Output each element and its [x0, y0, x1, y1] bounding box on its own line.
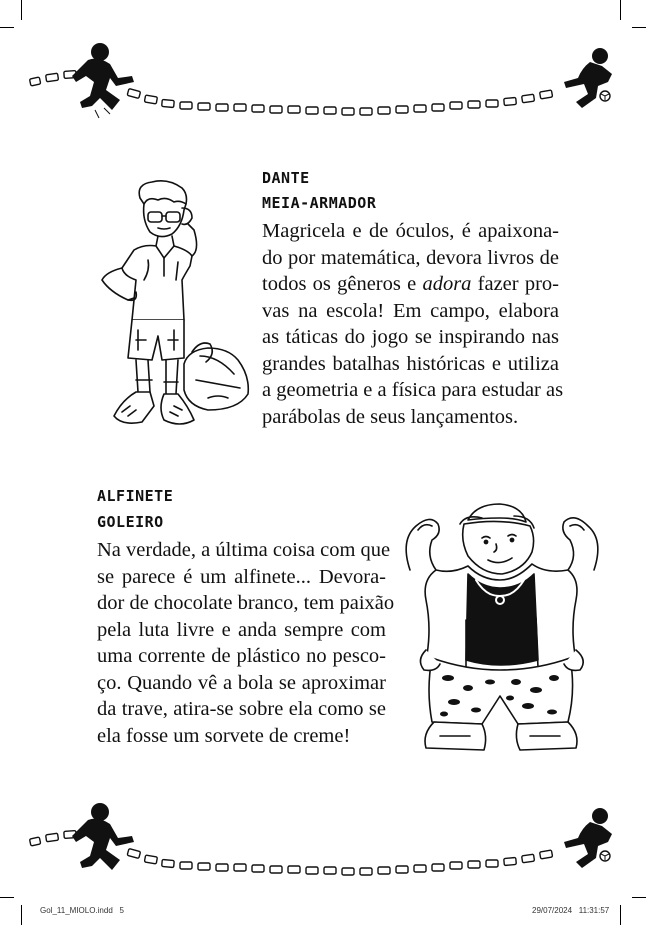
- alfinete-illustration: [396, 500, 608, 758]
- text-fragment: todos os gêneros e: [262, 273, 423, 295]
- emphasis-word: adora: [422, 273, 472, 295]
- text-line: as táticas do jogo se inspirando nas: [262, 326, 559, 348]
- crop-mark: [21, 905, 22, 925]
- alfinete-position: GOLEIRO: [97, 513, 164, 531]
- dante-illustration: [88, 180, 253, 438]
- slug-datetime: 29/07/2024 11:31:57: [532, 906, 610, 915]
- text-line-with-emphasis: [262, 271, 559, 298]
- top-border-decoration: [0, 38, 646, 128]
- text-line: Na verdade, a última coisa com que: [97, 539, 391, 561]
- crop-mark: [21, 0, 22, 20]
- text-line: uma corrente de plástico no pesco-: [97, 645, 386, 667]
- dante-position: MEIA-ARMADOR: [262, 194, 377, 212]
- text-line: pela luta livre e anda sempre com: [97, 618, 386, 641]
- text-line: ço. Quando vê a bola se aproximar: [97, 671, 386, 694]
- text-line: se parece é um alfinete... Devora-: [97, 565, 386, 588]
- crop-mark: [632, 27, 646, 28]
- text-line: grandes batalhas históricas e utiliza: [262, 352, 559, 375]
- crop-mark: [0, 897, 14, 898]
- crop-mark: [632, 897, 646, 898]
- slug-filename: Gol_11_MIOLO.indd 5: [40, 906, 124, 915]
- text-line: dor de chocolate branco, tem paixão: [97, 592, 395, 614]
- alfinete-name: ALFINETE: [97, 487, 174, 505]
- text-line: ela fosse um sorvete de creme!: [97, 724, 351, 747]
- text-line: parábolas de seus lançamentos.: [262, 405, 519, 428]
- text-line: da trave, atira-se sobre ela como se: [97, 698, 386, 720]
- text-line: Magricela e de óculos, é apaixona-: [262, 220, 559, 242]
- dante-description: [262, 218, 564, 430]
- text-line: vas na escola! Em campo, elabora: [262, 299, 559, 322]
- text-line: a geometria e a física para estudar as: [262, 379, 564, 401]
- dante-name: DANTE: [262, 169, 310, 187]
- text-fragment: fazer pro-: [471, 273, 559, 295]
- crop-mark: [620, 0, 621, 20]
- text-line: do por matemática, devora livros de: [262, 246, 559, 269]
- crop-mark: [0, 27, 14, 28]
- bottom-border-decoration: [0, 798, 646, 888]
- crop-mark: [620, 905, 621, 925]
- alfinete-description: [97, 537, 395, 749]
